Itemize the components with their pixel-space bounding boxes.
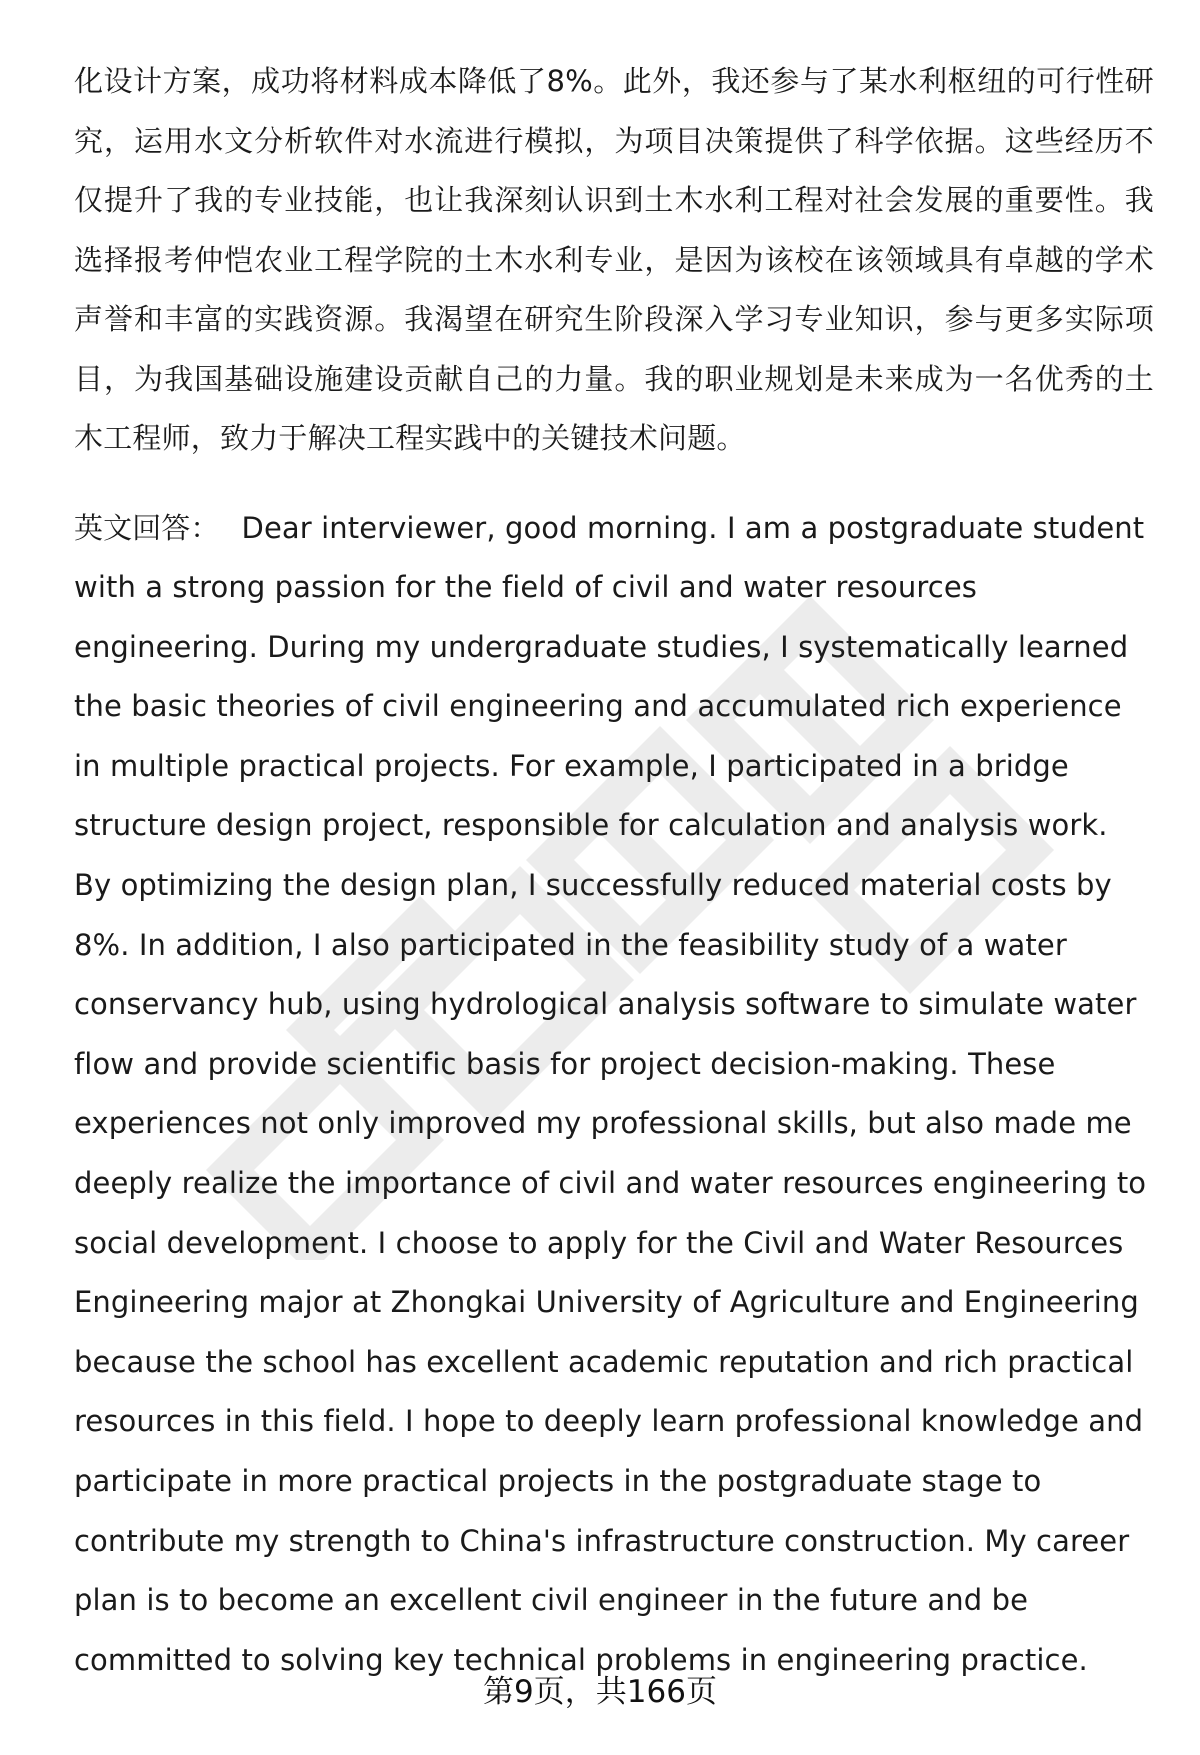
document-body — [74, 52, 1154, 1690]
chinese-answer-paragraph: 化设计方案，成功将材料成本降低了8%。此外，我还参与了某水利枢纽的可行性研究，运用水文分析软件对水流进行模拟，为项目决策提供了科学依据。这些经历不仅提升了我的专业技能，也让我深刻认识到土木水利工程对社会发展的重要性。我选择报考仲恺农业工程学院的土木水利专业，是因为该校在该领域具有卓越的学术声誉和丰富的实践资源。我渴望在研究生阶段深入学习专业知识，参与更多实际项目，为我国基础设施建设贡献自己的力量。我的职业规划是未来成为一名优秀的土木工程师，致力于解决工程实践中的关键技术问题。 — [74, 64, 1154, 455]
english-answer-paragraph — [74, 499, 1154, 1691]
english-answer-text: Dear interviewer, good morning. I am a postgraduate student with a strong passion for the field of civil and water resources engineering. During my undergraduate studies, I systematically learned the basic theories of civil engineering and accumulated rich experience in multiple practical projects. For example, I participated in a bridge structure design project, responsible for calculation and analysis work. By optimizing the design plan, I successfully reduced material costs by 8%. In addition, I also participated in the feasibility study of a water conservancy hub, using hydrological analysis software to simulate water flow and provide scientific basis for project decision-making. These experiences not only improved my professional skills, but also made me deeply realize the importance of civil and water resources engineering to social development. I choose to apply for the Civil and Water Resources Engineering major at Zhongkai University of Agriculture and Engineering because the school has excellent academic reputation and rich practical resources in this field. I hope to deeply learn professional knowledge and participate in more practical projects in the postgraduate stage to contribute my strength to China's infrastructure construction. My career plan is to become an excellent civil engineer in the future and be committed to solving key technical problems in engineering practice. — [74, 510, 1147, 1677]
english-answer-label: 英文回答： — [74, 510, 220, 545]
page-number-footer: 第9页，共166页 — [483, 1674, 717, 1710]
